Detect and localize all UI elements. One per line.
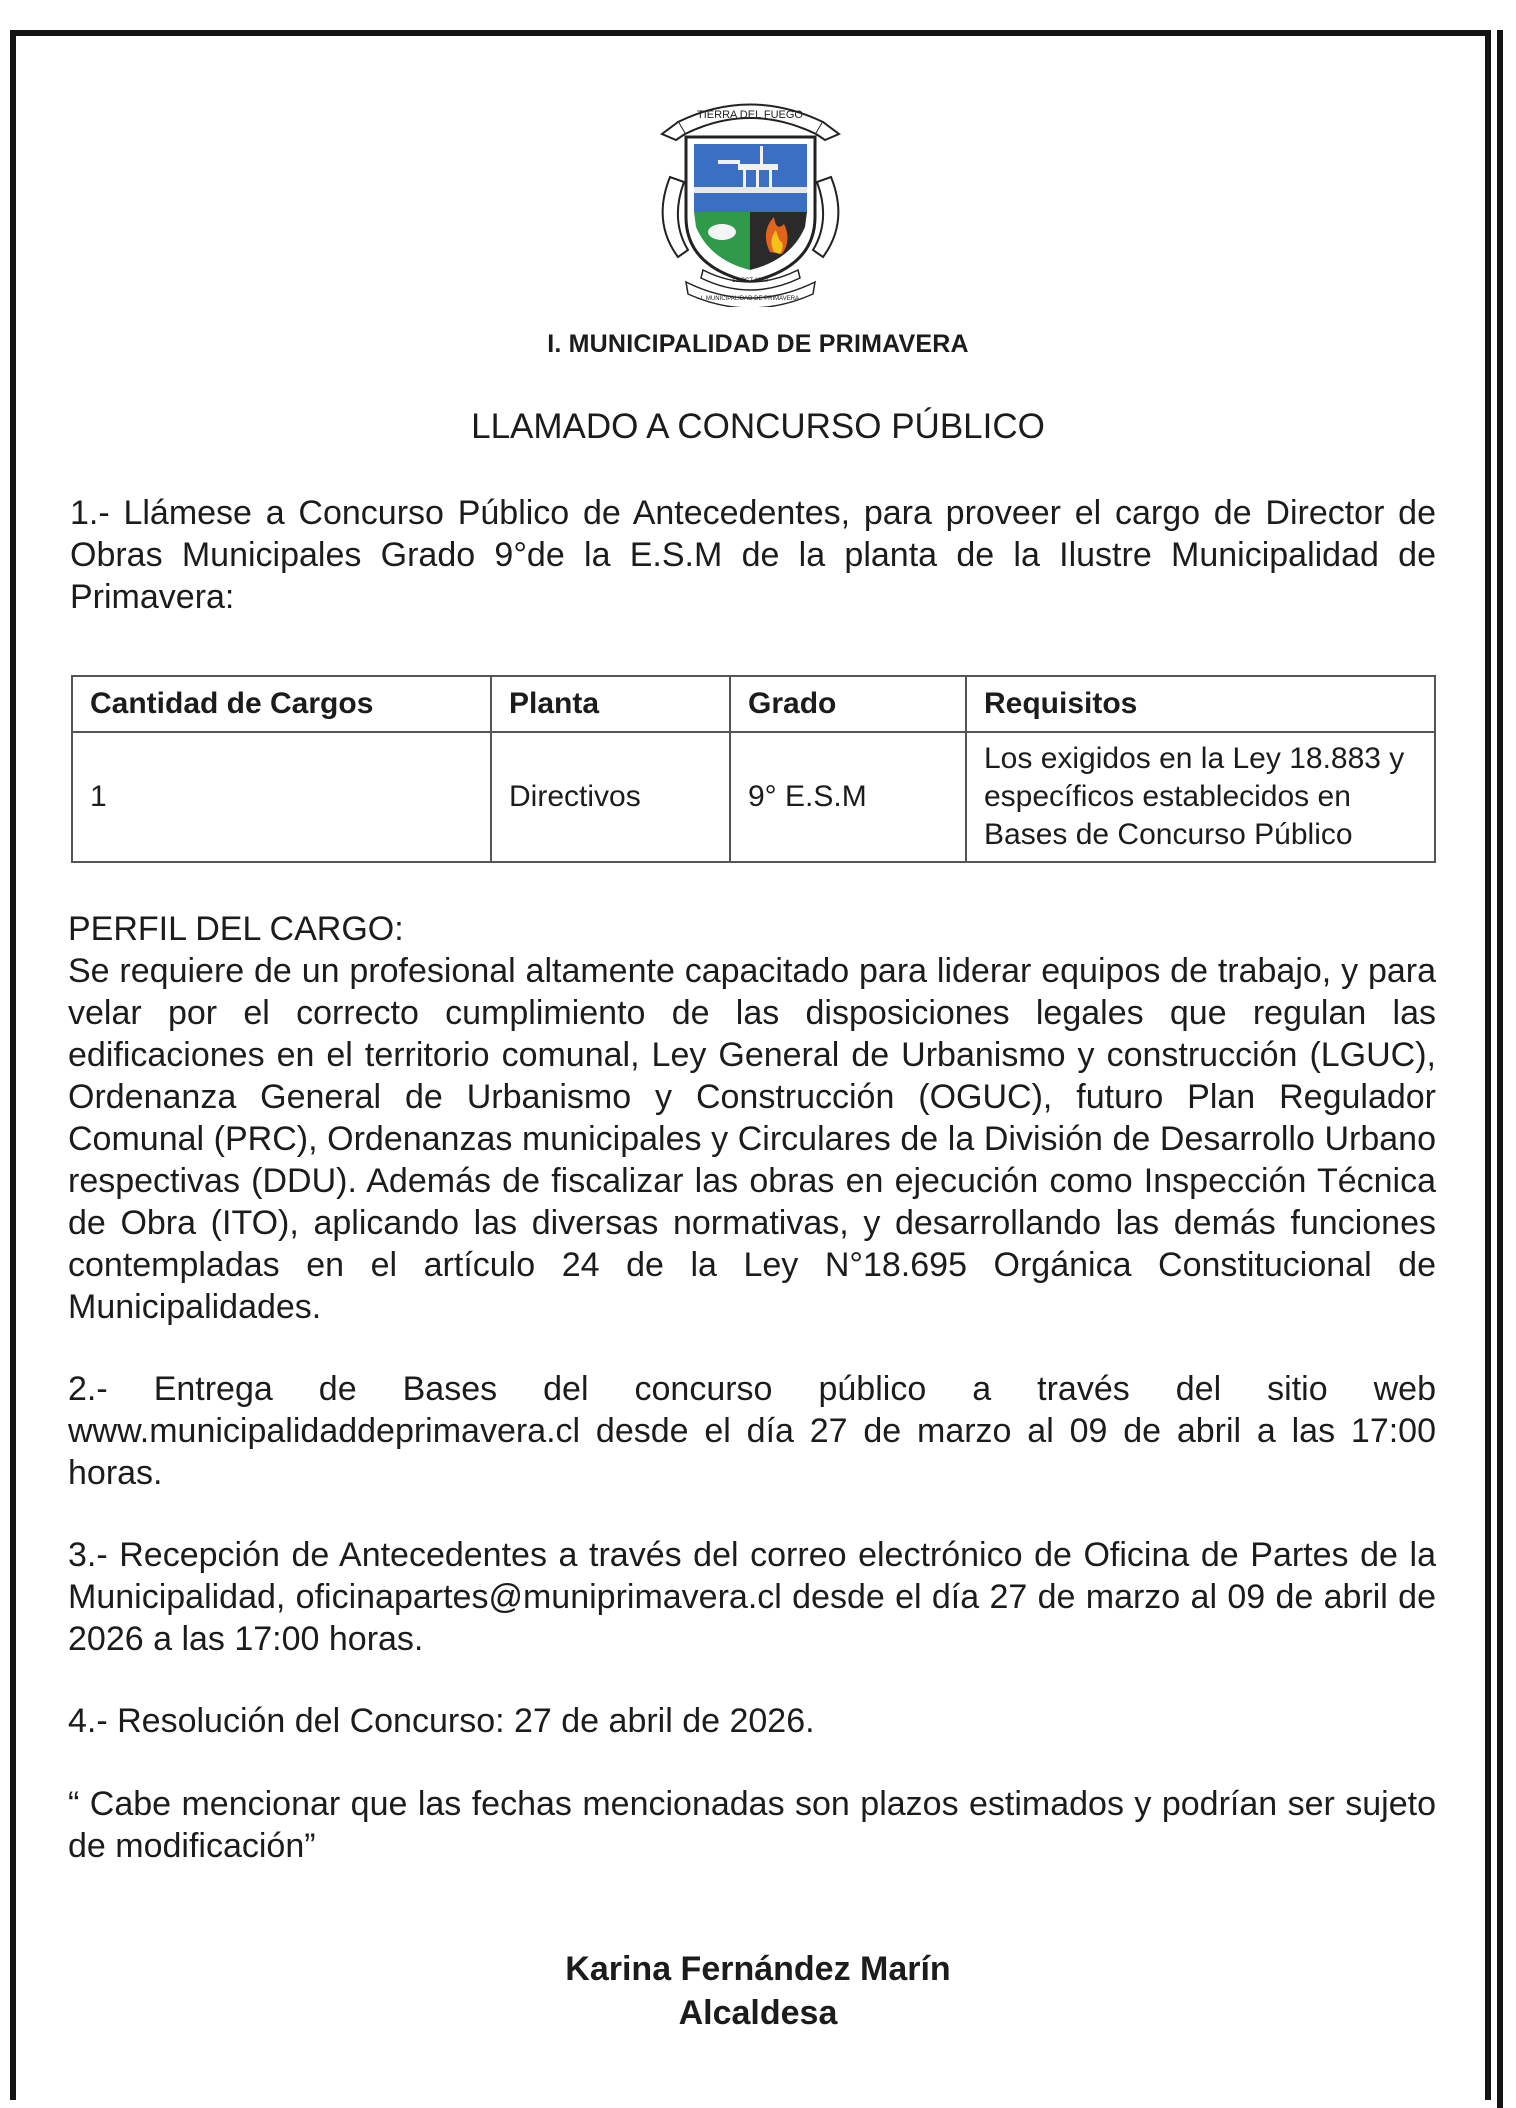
item-resolucion: 4.- Resolución del Concurso: 27 de abril de 2026. <box>68 1702 815 1740</box>
institution-name: I. MUNICIPALIDAD DE PRIMAVERA <box>547 330 969 358</box>
svg-text:TIERRA DEL FUEGO: TIERRA DEL FUEGO <box>697 109 803 121</box>
table-cell: 1 <box>72 732 491 862</box>
column-header: Planta <box>491 676 730 732</box>
svg-text:13 OCT 1980: 13 OCT 1980 <box>732 278 768 284</box>
table-cell: 9° E.S.M <box>730 732 966 862</box>
page-title: LLAMADO A CONCURSO PÚBLICO <box>471 407 1045 446</box>
table-row <box>72 732 1435 862</box>
item-recepcion: 3.- Recepción de Antecedentes a través del correo electrónico de Oficina de Partes de la Municipalidad, oficinapartes@muniprimavera.cl desde el día 27 de marzo al 09 de abril de 2026 a las 17:00 horas. <box>68 1536 1436 1658</box>
intro-paragraph: 1.- Llámese a Concurso Público de Antecedentes, para proveer el cargo de Director de Obras Municipales Grado 9°de la E.S.M de la planta de la Ilustre Municipalidad de Primavera: <box>70 494 1436 616</box>
column-header: Grado <box>730 676 966 732</box>
disclaimer-note: “ Cabe mencionar que las fechas mencionadas son plazos estimados y podrían ser sujeto de modificación” <box>68 1785 1436 1865</box>
svg-text:I. MUNICIPALIDAD DE PRIMAVERA: I. MUNICIPALIDAD DE PRIMAVERA <box>700 296 800 302</box>
signatory-role: Alcaldesa <box>678 1994 838 2032</box>
table-cell: Directivos <box>491 732 730 862</box>
positions-table <box>71 675 1436 863</box>
signatory-name: Karina Fernández Marín <box>565 1950 951 1988</box>
column-header: Cantidad de Cargos <box>72 676 491 732</box>
table-header-row <box>72 676 1435 732</box>
profile-title: PERFIL DEL CARGO: <box>68 910 404 948</box>
item-bases: 2.- Entrega de Bases del concurso público a través del sitio web www.municipalidaddeprimavera.cl desde el día 27 de marzo al 09 de abril a las 17:00 horas. <box>68 1370 1436 1492</box>
municipal-seal-logo <box>648 82 853 307</box>
profile-paragraph: Se requiere de un profesional altamente capacitado para liderar equipos de trabajo, y para velar por el correcto cumplimiento de las disposiciones legales que regulan las edificaciones en el territorio comunal, Ley General de Urbanismo y construcción (LGUC), Ordenanza General de Urbanismo y Construcción (OGUC), futuro Plan Regulador Comunal (PRC), Ordenanzas municipales y Circulares de la División de Desarrollo Urbano respectivas (DDU). Además de fiscalizar las obras en ejecución como Inspección Técnica de Obra (ITO), aplicando las diversas normativas, y desarrollando las demás funciones contempladas en el artículo 24 de la Ley N°18.695 Orgánica Constitucional de Municipalidades. <box>68 952 1436 1326</box>
table-cell: Los exigidos en la Ley 18.883 y específicos establecidos en Bases de Concurso Público <box>966 732 1435 862</box>
column-header: Requisitos <box>966 676 1435 732</box>
